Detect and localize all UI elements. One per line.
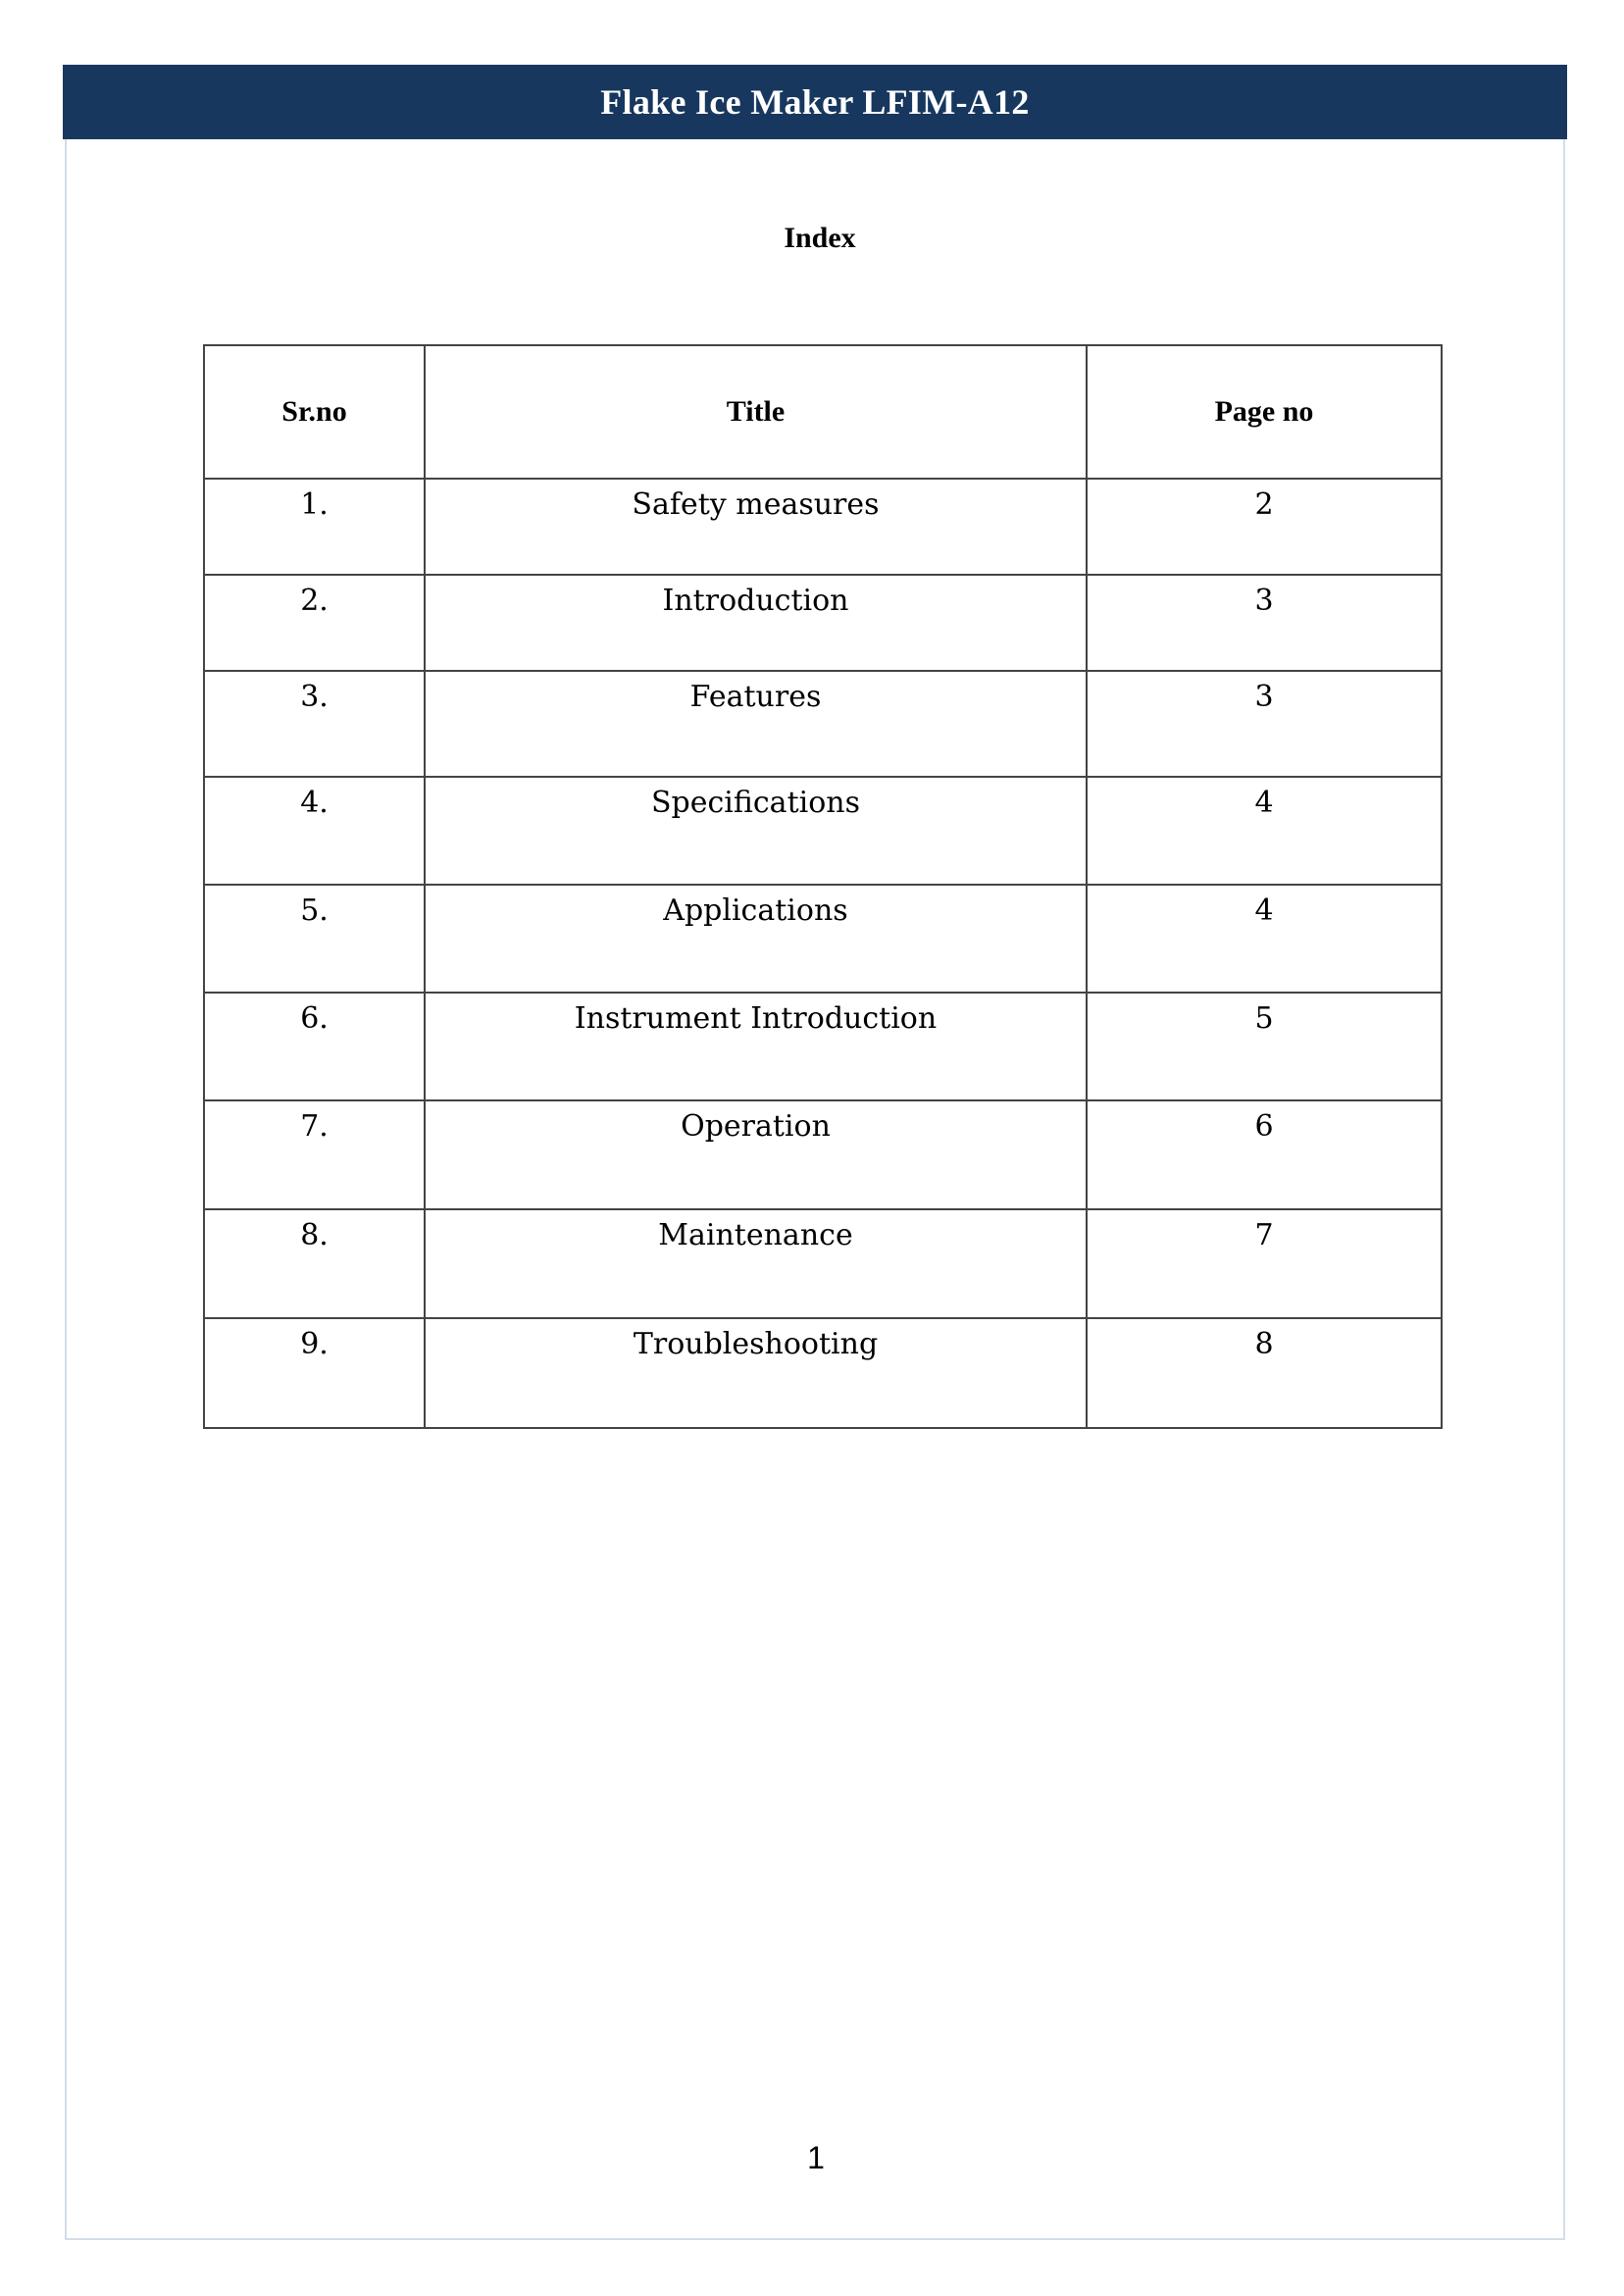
row-page-no: 3 xyxy=(1087,575,1442,671)
column-header-sr-no: Sr.no xyxy=(204,345,425,479)
row-title: Troubleshooting xyxy=(425,1318,1087,1428)
row-page-no: 4 xyxy=(1087,885,1442,993)
index-table xyxy=(203,344,1443,1429)
row-sr-no: 7. xyxy=(204,1100,425,1209)
row-title: Introduction xyxy=(425,575,1087,671)
row-sr-no: 1. xyxy=(204,479,425,575)
row-page-no: 6 xyxy=(1087,1100,1442,1209)
row-sr-no: 6. xyxy=(204,993,425,1100)
table-row xyxy=(204,1100,1442,1209)
table-row xyxy=(204,885,1442,993)
column-header-page-no: Page no xyxy=(1087,345,1442,479)
table-header-row xyxy=(204,345,1442,479)
index-heading: Index xyxy=(784,222,856,254)
row-page-no: 2 xyxy=(1087,479,1442,575)
row-title: Applications xyxy=(425,885,1087,993)
table-row xyxy=(204,479,1442,575)
table-row xyxy=(204,777,1442,885)
row-sr-no: 4. xyxy=(204,777,425,885)
row-page-no: 5 xyxy=(1087,993,1442,1100)
table-row xyxy=(204,671,1442,777)
row-sr-no: 2. xyxy=(204,575,425,671)
row-title: Safety measures xyxy=(425,479,1087,575)
row-sr-no: 3. xyxy=(204,671,425,777)
row-page-no: 4 xyxy=(1087,777,1442,885)
row-sr-no: 8. xyxy=(204,1209,425,1318)
row-sr-no: 9. xyxy=(204,1318,425,1428)
row-title: Operation xyxy=(425,1100,1087,1209)
row-sr-no: 5. xyxy=(204,885,425,993)
row-title: Instrument Introduction xyxy=(425,993,1087,1100)
table-row xyxy=(204,575,1442,671)
row-title: Features xyxy=(425,671,1087,777)
page-number: 1 xyxy=(807,2140,825,2175)
row-page-no: 3 xyxy=(1087,671,1442,777)
table-row xyxy=(204,1318,1442,1428)
column-header-title: Title xyxy=(425,345,1087,479)
document-header xyxy=(63,65,1567,139)
row-title: Maintenance xyxy=(425,1209,1087,1318)
row-page-no: 8 xyxy=(1087,1318,1442,1428)
table-row xyxy=(204,993,1442,1100)
row-title: Specifications xyxy=(425,777,1087,885)
row-page-no: 7 xyxy=(1087,1209,1442,1318)
document-title: Flake Ice Maker LFIM-A12 xyxy=(600,82,1030,122)
table-row xyxy=(204,1209,1442,1318)
